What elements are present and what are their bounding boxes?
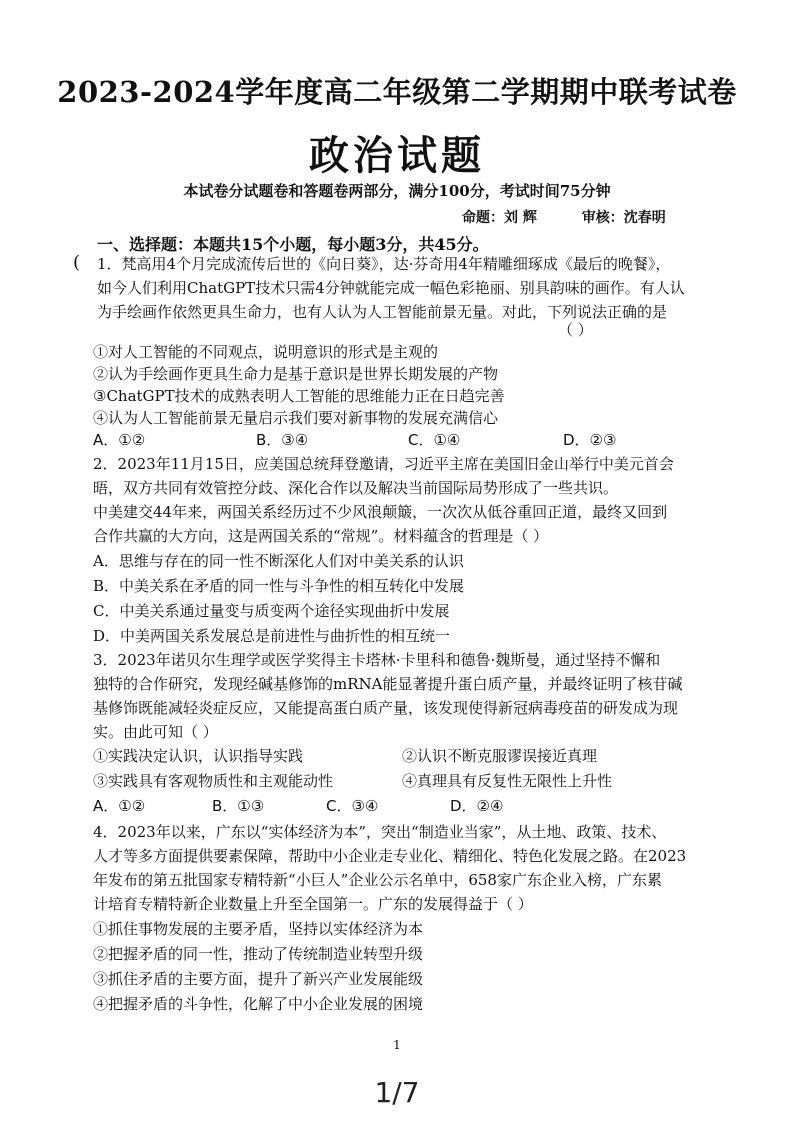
q3-line-3: 基修饰既能减轻炎症反应，又能提高蛋白质产量，该发现使得新冠病毒疫苗的研发成为现 bbox=[93, 699, 679, 717]
q2-option-b: B．中美关系在矛盾的同一性与斗争性的相互转化中发展 bbox=[93, 577, 465, 595]
q3-item-2: ②认识不断克服谬误接近真理 bbox=[402, 747, 598, 765]
q4-line-3: 年发布的第五批国家专精特新“小巨人”企业公示名单中，658家广东企业入榜，广东累 bbox=[93, 871, 662, 889]
q1-item-4: ④认为人工智能前景无量启示我们要对新事物的发展充满信心 bbox=[93, 409, 499, 427]
q3-item-4: ④真理具有反复性无限性上升性 bbox=[402, 772, 613, 790]
q2-line-1: 2．2023年11月15日，应美国总统拜登邀请，习近平主席在美国旧金山举行中美元首会 bbox=[93, 455, 674, 473]
q2-option-a: A．思维与存在的同一性不断深化人们对中美关系的认识 bbox=[93, 552, 464, 570]
q4-item-1: ①抓住事物发展的主要矛盾，坚持以实体经济为本 bbox=[93, 920, 424, 938]
q1-item-2: ②认为手绘画作更具生命力是基于意识是世界长期发展的产物 bbox=[93, 365, 499, 383]
authors bbox=[462, 207, 666, 227]
q2-option-d: D．中美两国关系发展总是前进性与曲折性的相互统一 bbox=[93, 627, 451, 645]
q1-option-c: C．①④ bbox=[408, 431, 461, 449]
page-count: 1/7 bbox=[374, 1076, 420, 1109]
q1-option-a: A．①② bbox=[93, 431, 146, 449]
q1-line-1: 1．梵高用4个月完成流传后世的《向日葵》，达·芬奇用4年精雕细琢成《最后的晚餐》， bbox=[97, 255, 671, 273]
q1-option-d: D．②③ bbox=[563, 431, 617, 449]
q1-line-4: （ ） bbox=[558, 321, 593, 339]
q3-option-c: C．③④ bbox=[326, 797, 379, 815]
bracket-mark: ( bbox=[73, 252, 81, 273]
subject-title: 政治试题 bbox=[309, 132, 485, 179]
q3-line-1: 3．2023年诺贝尔生理学或医学奖得主卡塔林·卡里科和德鲁·魏斯曼，通过坚持不懈和 bbox=[93, 651, 661, 669]
q2-line-2: 晤，双方共同有效管控分歧、深化合作以及解决当前国际局势形成了一些共识。 bbox=[93, 479, 619, 497]
q4-item-3: ③抓住矛盾的主要方面，提升了新兴产业发展能级 bbox=[93, 970, 424, 988]
q4-line-2: 人才等多方面提供要素保障，帮助中小企业走专业化、精细化、特色化发展之路。在2023 bbox=[93, 847, 687, 865]
q1-item-3: ③ChatGPT技术的成熟表明人工智能的思维能力正在日趋完善 bbox=[93, 387, 505, 405]
reviewer: 审核：沈春明 bbox=[581, 210, 666, 226]
q3-option-a: A．①② bbox=[93, 797, 146, 815]
q3-item-3: ③实践具有客观物质性和主观能动性 bbox=[93, 772, 334, 790]
q3-option-d: D．②④ bbox=[450, 797, 504, 815]
q3-item-1: ①实践决定认识，认识指导实践 bbox=[93, 747, 304, 765]
exam-title: 2023-2024学年度高二年级第二学期期中联考试卷 bbox=[57, 75, 737, 109]
q1-line-3: 为手绘画作依然更具生命力，也有人认为人工智能前景无量。对此，下列说法正确的是 bbox=[97, 303, 668, 321]
q4-item-4: ④把握矛盾的斗争性，化解了中小企业发展的困境 bbox=[93, 995, 424, 1013]
q3-line-2: 独特的合作研究，发现经碱基修饰的mRNA能显著提升蛋白质产量，并最终证明了核苷碱 bbox=[93, 675, 683, 693]
section-title: 一、选择题：本题共15个小题，每小题3分，共45分。 bbox=[97, 235, 489, 254]
q1-line-2: 如今人们利用ChatGPT技术只需4分钟就能完成一幅色彩艳丽、别具韵味的画作。有人认 bbox=[97, 279, 685, 297]
q2-line-4: 合作共赢的大方向，这是两国关系的“常规”。材料蕴含的哲理是（ ） bbox=[93, 527, 549, 545]
q4-line-4: 计培育专精特新企业数量上升至全国第一。广东的发展得益于（ ） bbox=[93, 895, 533, 913]
q3-line-4: 实。由此可知（ ） bbox=[93, 723, 218, 741]
setter: 命题：刘 辉 bbox=[462, 210, 537, 226]
q4-line-1: 4．2023年以来，广东以“实体经济为本”，突出“制造业当家”，从土地、政策、技术、 bbox=[93, 823, 667, 841]
q1-item-1: ①对人工智能的不同观点，说明意识的形式是主观的 bbox=[93, 343, 439, 361]
q4-item-2: ②把握矛盾的同一性，推动了传统制造业转型升级 bbox=[93, 945, 424, 963]
q1-option-b: B．③④ bbox=[256, 431, 309, 449]
q2-option-c: C．中美关系通过量变与质变两个途径实现曲折中发展 bbox=[93, 602, 450, 620]
page-number: 1 bbox=[393, 1038, 401, 1052]
q2-line-3: 中美建交44年来，两国关系经历过不少风浪颠簸，一次次从低谷重回正道，最终又回到 bbox=[93, 503, 668, 521]
exam-info: 本试卷分试题卷和答题卷两部分，满分100分，考试时间75分钟 bbox=[183, 182, 611, 200]
q3-option-b: B．①③ bbox=[212, 797, 265, 815]
